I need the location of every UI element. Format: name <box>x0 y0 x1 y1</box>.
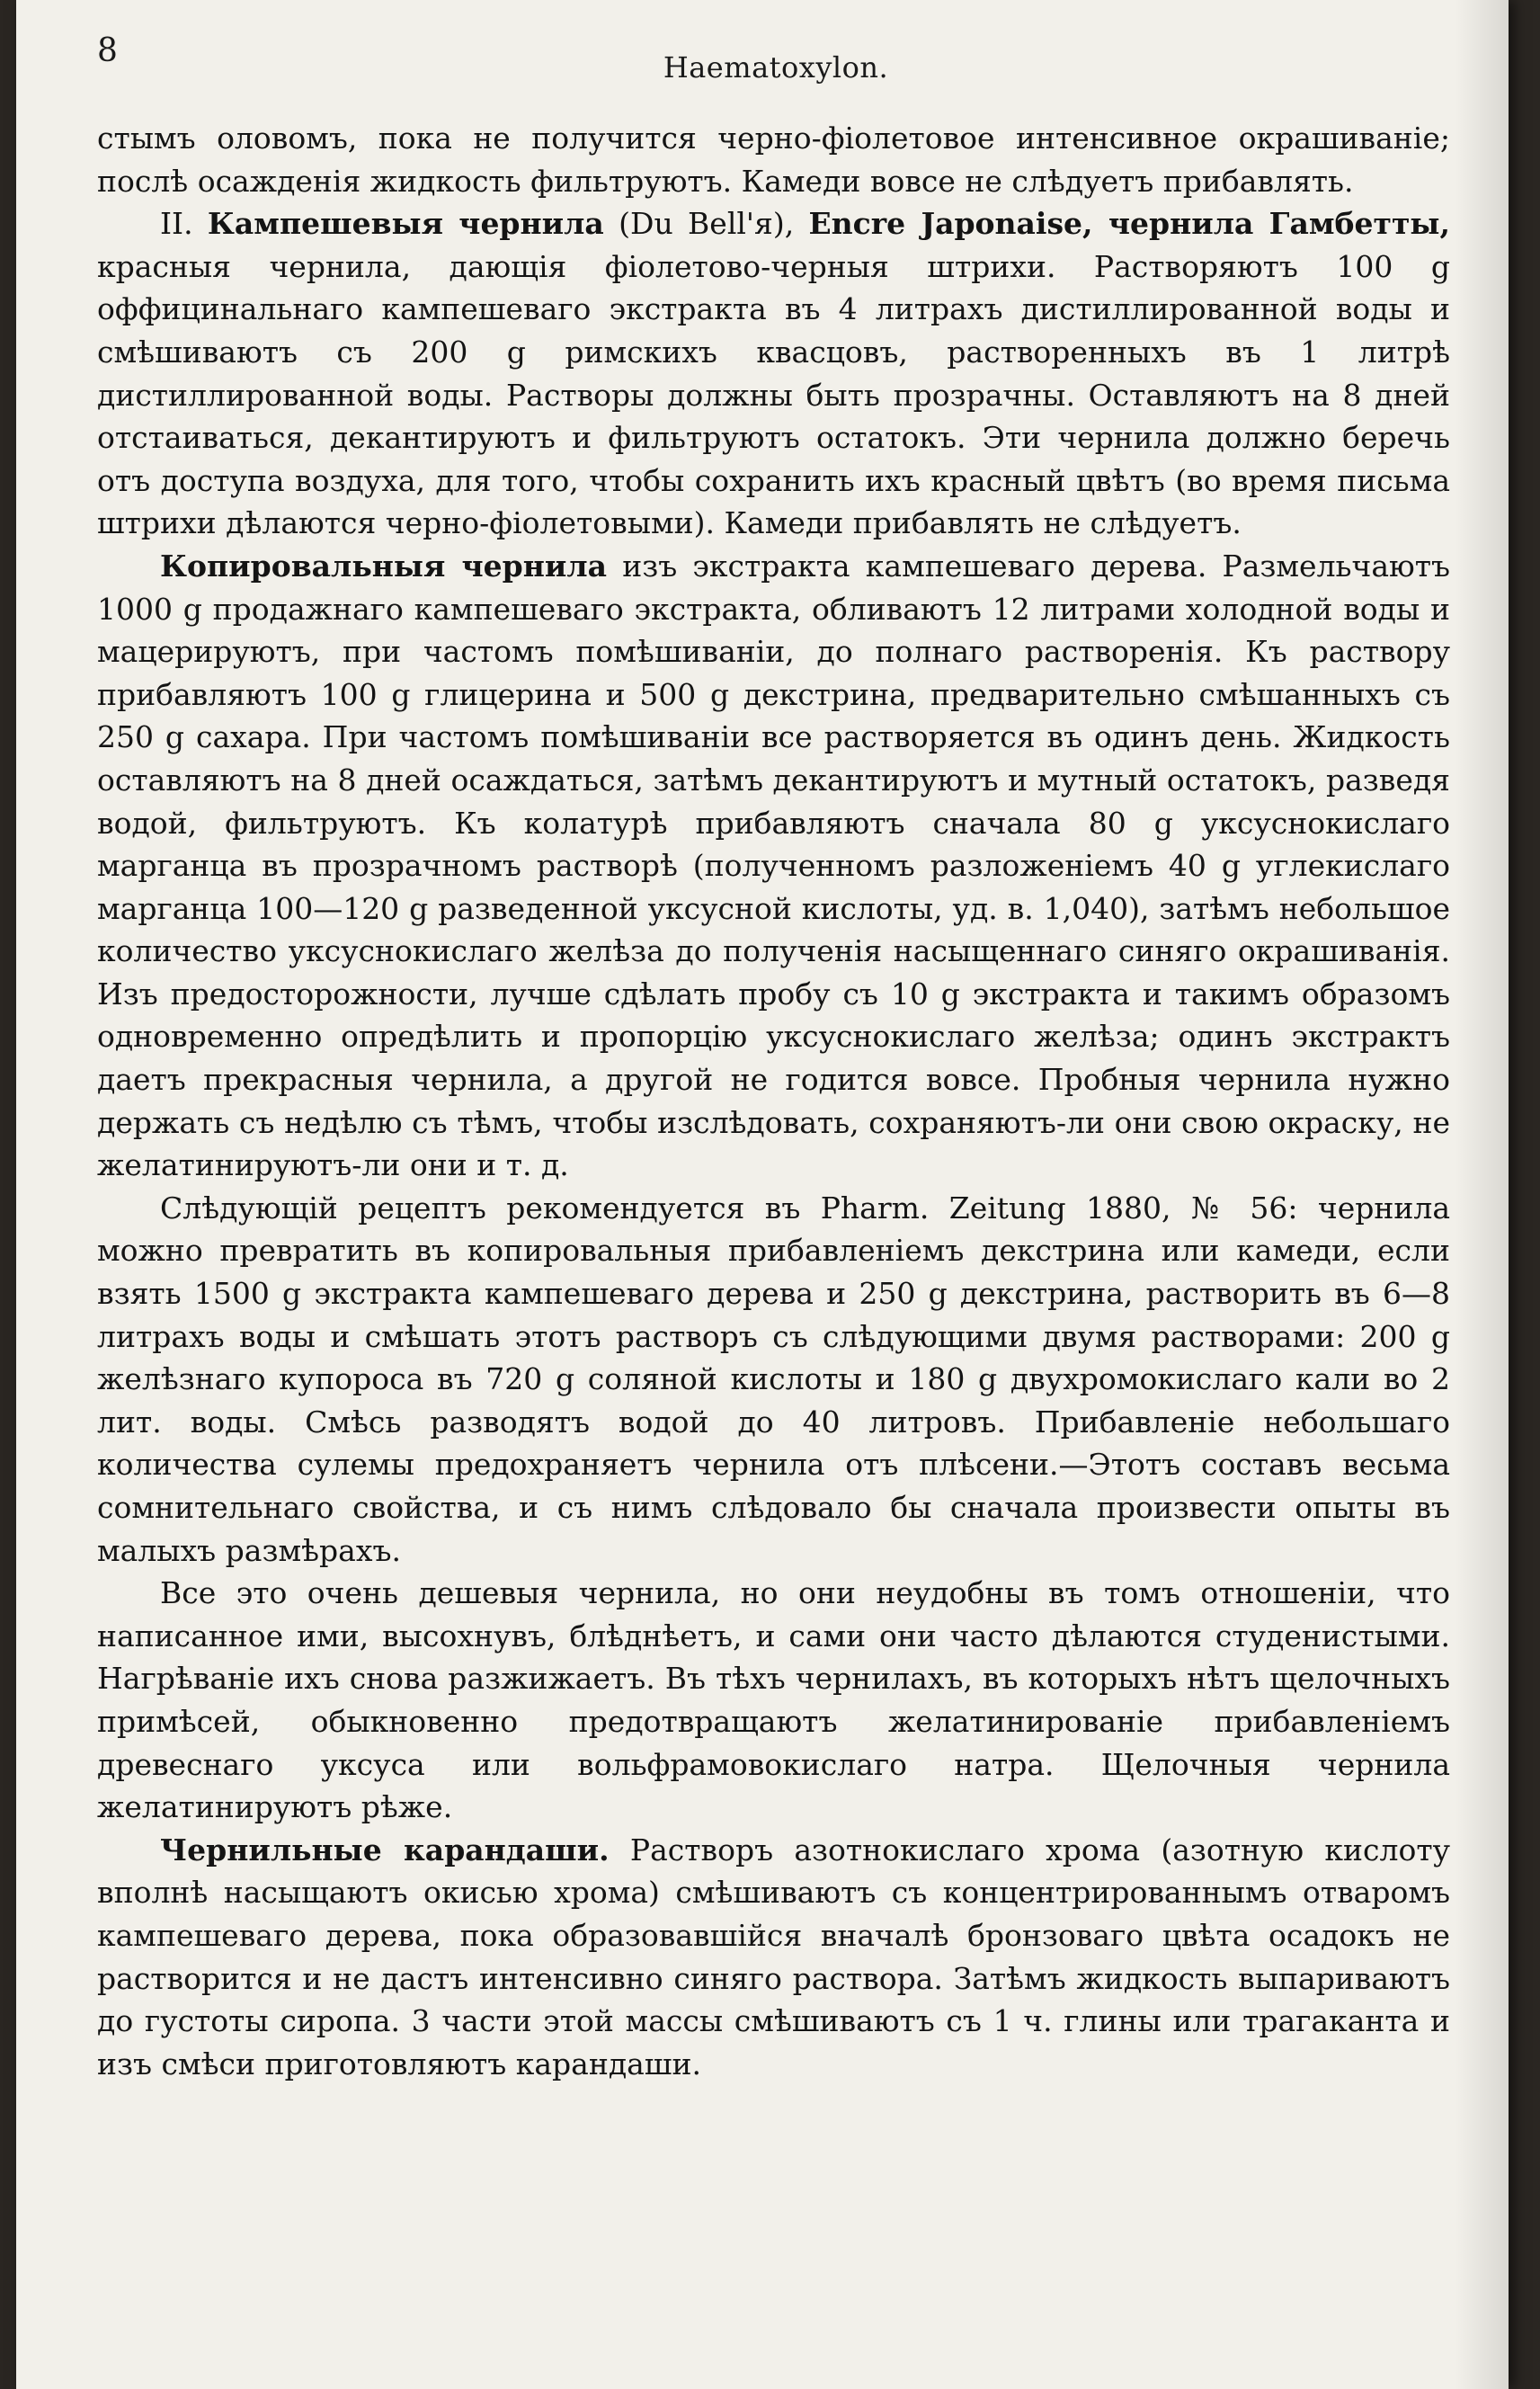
paragraph <box>97 1829 1450 2086</box>
page-number: 8 <box>97 32 118 69</box>
text-run: Растворъ азотнокислаго хрома (азотную кислоту вполнѣ насыщаютъ окисью хрома) смѣшиваютъ съ концентрированнымъ отваромъ кампешеваго дерева, пока образовавшійся вначалѣ бронзоваго цвѣта осадокъ не растворится и не дастъ интенсивно синяго раствора. Затѣмъ жидкость выпариваютъ до густоты сиропа. 3 части этой массы смѣшиваютъ съ 1 ч. глины или трагаканта и изъ смѣси приготовляютъ карандаши. <box>97 1832 1450 2081</box>
text-run: II. <box>160 206 208 242</box>
book-page <box>16 0 1509 2389</box>
text-run: Слѣдующій рецептъ рекомендуется въ Pharm. Zeitung 1880, № 56: чернила можно превратить въ копировальныя прибавленіемъ декстрина или камеди, если взять 1500 g экстракта кампешеваго дерева и 250 g декстрина, растворить въ 6—8 литрахъ воды и смѣшать этотъ растворъ съ слѣдующими двумя растворами: 200 g желѣзнаго купороса въ 720 g соляной кислоты и 180 g двухромокислаго кали во 2 лит. воды. Смѣсь разводятъ водой до 40 литровъ. Прибавленіе небольшаго количества сулемы предохраняетъ чернила отъ плѣсени.—Этотъ составъ весьма сомнительнаго свойства, и съ нимъ слѣдовало бы сначала произвести опыты въ малыхъ размѣрахъ. <box>97 1190 1450 1568</box>
text-run: изъ экстракта кампешеваго дерева. Размельчаютъ 1000 g продажнаго кампешеваго экстракта, обливаютъ 12 литрами холодной воды и мацерируютъ, при частомъ помѣшиваніи, до полнаго растворенія. Къ раствору прибавляютъ 100 g глицерина и 500 g декстрина, предварительно смѣшанныхъ съ 250 g сахара. При частомъ помѣшиваніи все растворяется въ одинъ день. Жидкость оставляютъ на 8 дней осаждаться, затѣмъ декантируютъ и мутный остатокъ, разведя водой, фильтруютъ. Къ колатурѣ прибавляютъ сначала 80 g уксуснокислаго марганца въ прозрачномъ растворѣ (полученномъ разложеніемъ 40 g углекислаго марганца 100—120 g разведенной уксусной кислоты, уд. в. 1,040), затѣмъ небольшое количество уксуснокислаго желѣза до полученія насыщеннаго синяго окрашиванія. Изъ предосторожности, лучше сдѣлать пробу съ 10 g экстракта и такимъ образомъ одновременно опредѣлить и пропорцію уксуснокислаго желѣза; одинъ экстрактъ даетъ прекрасныя чернила, а другой не годится вовсе. Пробныя чернила нужно держать съ недѣлю съ тѣмъ, чтобы изслѣдовать, сохраняютъ-ли они свою окраску, не желатинируютъ-ли они и т. д. <box>97 548 1450 1183</box>
paragraph <box>97 117 1450 202</box>
text-run: Все это очень дешевыя чернила, но они неудобны въ томъ отношеніи, что написанное ими, высохнувъ, блѣднѣетъ, и сами они часто дѣлаются студенистыми. Нагрѣваніе ихъ снова разжижаетъ. Въ тѣхъ чернилахъ, въ которыхъ нѣтъ щелочныхъ примѣсей, обыкновенно предотвращаютъ желатинированіе прибавленіемъ древеснаго уксуса или вольфрамовокислаго натра. Щелочныя чернила желатинируютъ рѣже. <box>97 1575 1450 1825</box>
bold-heading: Копировальныя чернила <box>160 548 608 584</box>
text-run: стымъ оловомъ, пока не получится черно-фіолетовое интенсивное окрашиваніе; послѣ осажденія жидкость фильтруютъ. Камеди вовсе не слѣдуетъ прибавлять. <box>97 120 1450 199</box>
page-edge-shade <box>1455 0 1509 2389</box>
paragraph <box>97 202 1450 545</box>
paragraph <box>97 545 1450 1187</box>
paragraph <box>97 1572 1450 1829</box>
bold-heading: Чернильные карандаши. <box>160 1832 610 1868</box>
running-title: Haematoxylon. <box>663 50 889 85</box>
text-run: красныя чернила, дающія фіолетово-черныя штрихи. Растворяютъ 100 g оффицинальнаго кампешеваго экстракта въ 4 литрахъ дистиллированной воды и смѣшиваютъ съ 200 g римскихъ квасцовъ, растворенныхъ въ 1 литрѣ дистиллированной воды. Растворы должны быть прозрачны. Оставляютъ на 8 дней отстаиваться, декантируютъ и фильтруютъ остатокъ. Эти чернила должно беречь отъ доступа воздуха, для того, чтобы сохранить ихъ красный цвѣтъ (во время письма штрихи дѣлаются черно-фіолетовыми). Камеди прибавлять не слѣдуетъ. <box>97 248 1450 541</box>
paragraph <box>97 1187 1450 1572</box>
bold-heading: Encre Japonaise, чернила Гамбетты, <box>808 206 1450 242</box>
body-text <box>97 117 1450 2085</box>
bold-heading: Кампешевыя чернила <box>207 206 604 242</box>
page-header <box>97 32 1455 86</box>
text-run: (Du Bell'я), <box>603 206 809 242</box>
